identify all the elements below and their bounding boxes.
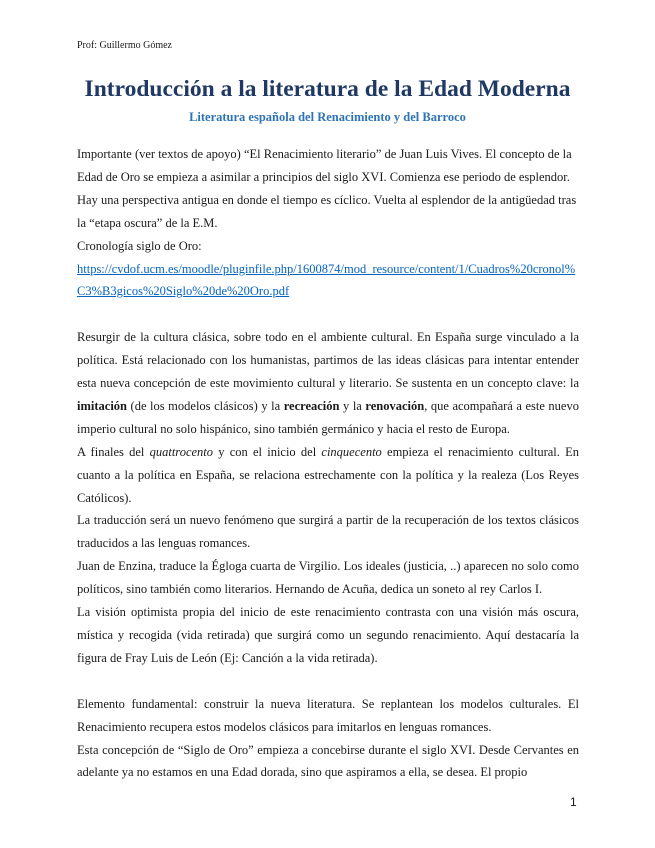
- bold-term-recreacion: recreación: [283, 398, 340, 413]
- paragraph-enzina: Juan de Enzina, traduce la Égloga cuarta de Virgilio. Los ideales (justicia, ..) aparecen no solo como políticos, sino también como literarios. Hernando de Acuña, dedica un soneto al rey Carlos I.: [77, 559, 579, 597]
- paragraph-translation: La traducción será un nuevo fenómeno que surgirá a partir de la recuperación de los textos clásicos traducidos a las lenguas romances.: [77, 513, 579, 551]
- bold-term-imitacion: imitación: [77, 398, 127, 413]
- text-run: A finales del: [77, 444, 150, 459]
- text-run: y con el inicio del: [213, 444, 322, 459]
- page-header-author: Prof: Guillermo Gómez: [77, 40, 172, 51]
- paragraph-golden-age: Esta concepción de “Siglo de Oro” empieza a concebirse durante el siglo XVI. Desde Cervantes en adelante ya no estamos en una Edad dorada, sino que aspiramos a ella, se desea. El propio: [77, 742, 579, 780]
- paragraph-optimistic-vision: La visión optimista propia del inicio de este renacimiento contrasta con una visión más oscura, mística y recogida (vida retirada) que surgirá como un segundo renacimiento. Aquí destacaría la figura de Fray Luis de León (Ej: Canción a la vida retirada).: [77, 605, 579, 665]
- text-run: Resurgir de la cultura clásica, sobre todo en el ambiente cultural. En España surge vinculado a la política. Está relacionado con los humanistas, partimos de las ideas clásicas para intentar entender esta nueva concepción de este movimiento cultural y literario. Se sustenta en un concepto clave: la: [77, 330, 579, 391]
- paragraph-gap: [77, 303, 579, 326]
- text-run: y la: [339, 398, 366, 413]
- document-title: Introducción a la literatura de la Edad Moderna: [84, 76, 571, 102]
- paragraph-intro: Importante (ver textos de apoyo) “El Renacimiento literario” de Juan Luis Vives. El concepto de la Edad de Oro se empieza a asimilar a principios del siglo XVI. Comienza ese periodo de esplendor. Hay una perspectiva antigua en donde el tiempo es cíclico. Vuelta al esplendor de la antigüedad tras la “etapa oscura” de la E.M.: [77, 147, 577, 230]
- italic-term-quattrocento: quattrocento: [149, 444, 214, 459]
- text-run: , que acompañará a este nuevo imperio cultural no solo hispánico, sino también germánico y hacia el resto de Europa.: [77, 398, 579, 436]
- chronology-label: Cronología siglo de Oro:: [77, 238, 202, 253]
- text-run: empieza el renacimiento cultural. En cuanto a la política en España, se relaciona estrechamente con la política y la realeza (Los Reyes Católicos).: [77, 444, 579, 505]
- text-run: (de los modelos clásicos) y la: [127, 398, 284, 413]
- bold-term-renovacion: renovación: [365, 398, 425, 413]
- paragraph-gap: [77, 670, 579, 693]
- page-number: 1: [570, 795, 577, 809]
- document-body: [77, 143, 579, 784]
- paragraph-quattrocento: [77, 441, 579, 510]
- paragraph-new-literature: Elemento fundamental: construir la nueva literatura. Se replantean los modelos culturales. El Renacimiento recupera estos modelos clásicos para imitarlos en lenguas romances.: [77, 696, 579, 734]
- paragraph-classical-culture: [77, 326, 579, 441]
- chronology-link-paragraph: [77, 258, 579, 304]
- italic-term-cinquecento: cinquecento: [321, 444, 382, 459]
- chronology-link[interactable]: https://cvdof.ucm.es/moodle/pluginfile.php/1600874/mod_resource/content/1/Cuadros%20cronol%C3%B3gicos%20Siglo%20de%20Oro.pdf: [77, 261, 576, 299]
- document-subtitle: Literatura española del Renacimiento y del Barroco: [189, 110, 466, 124]
